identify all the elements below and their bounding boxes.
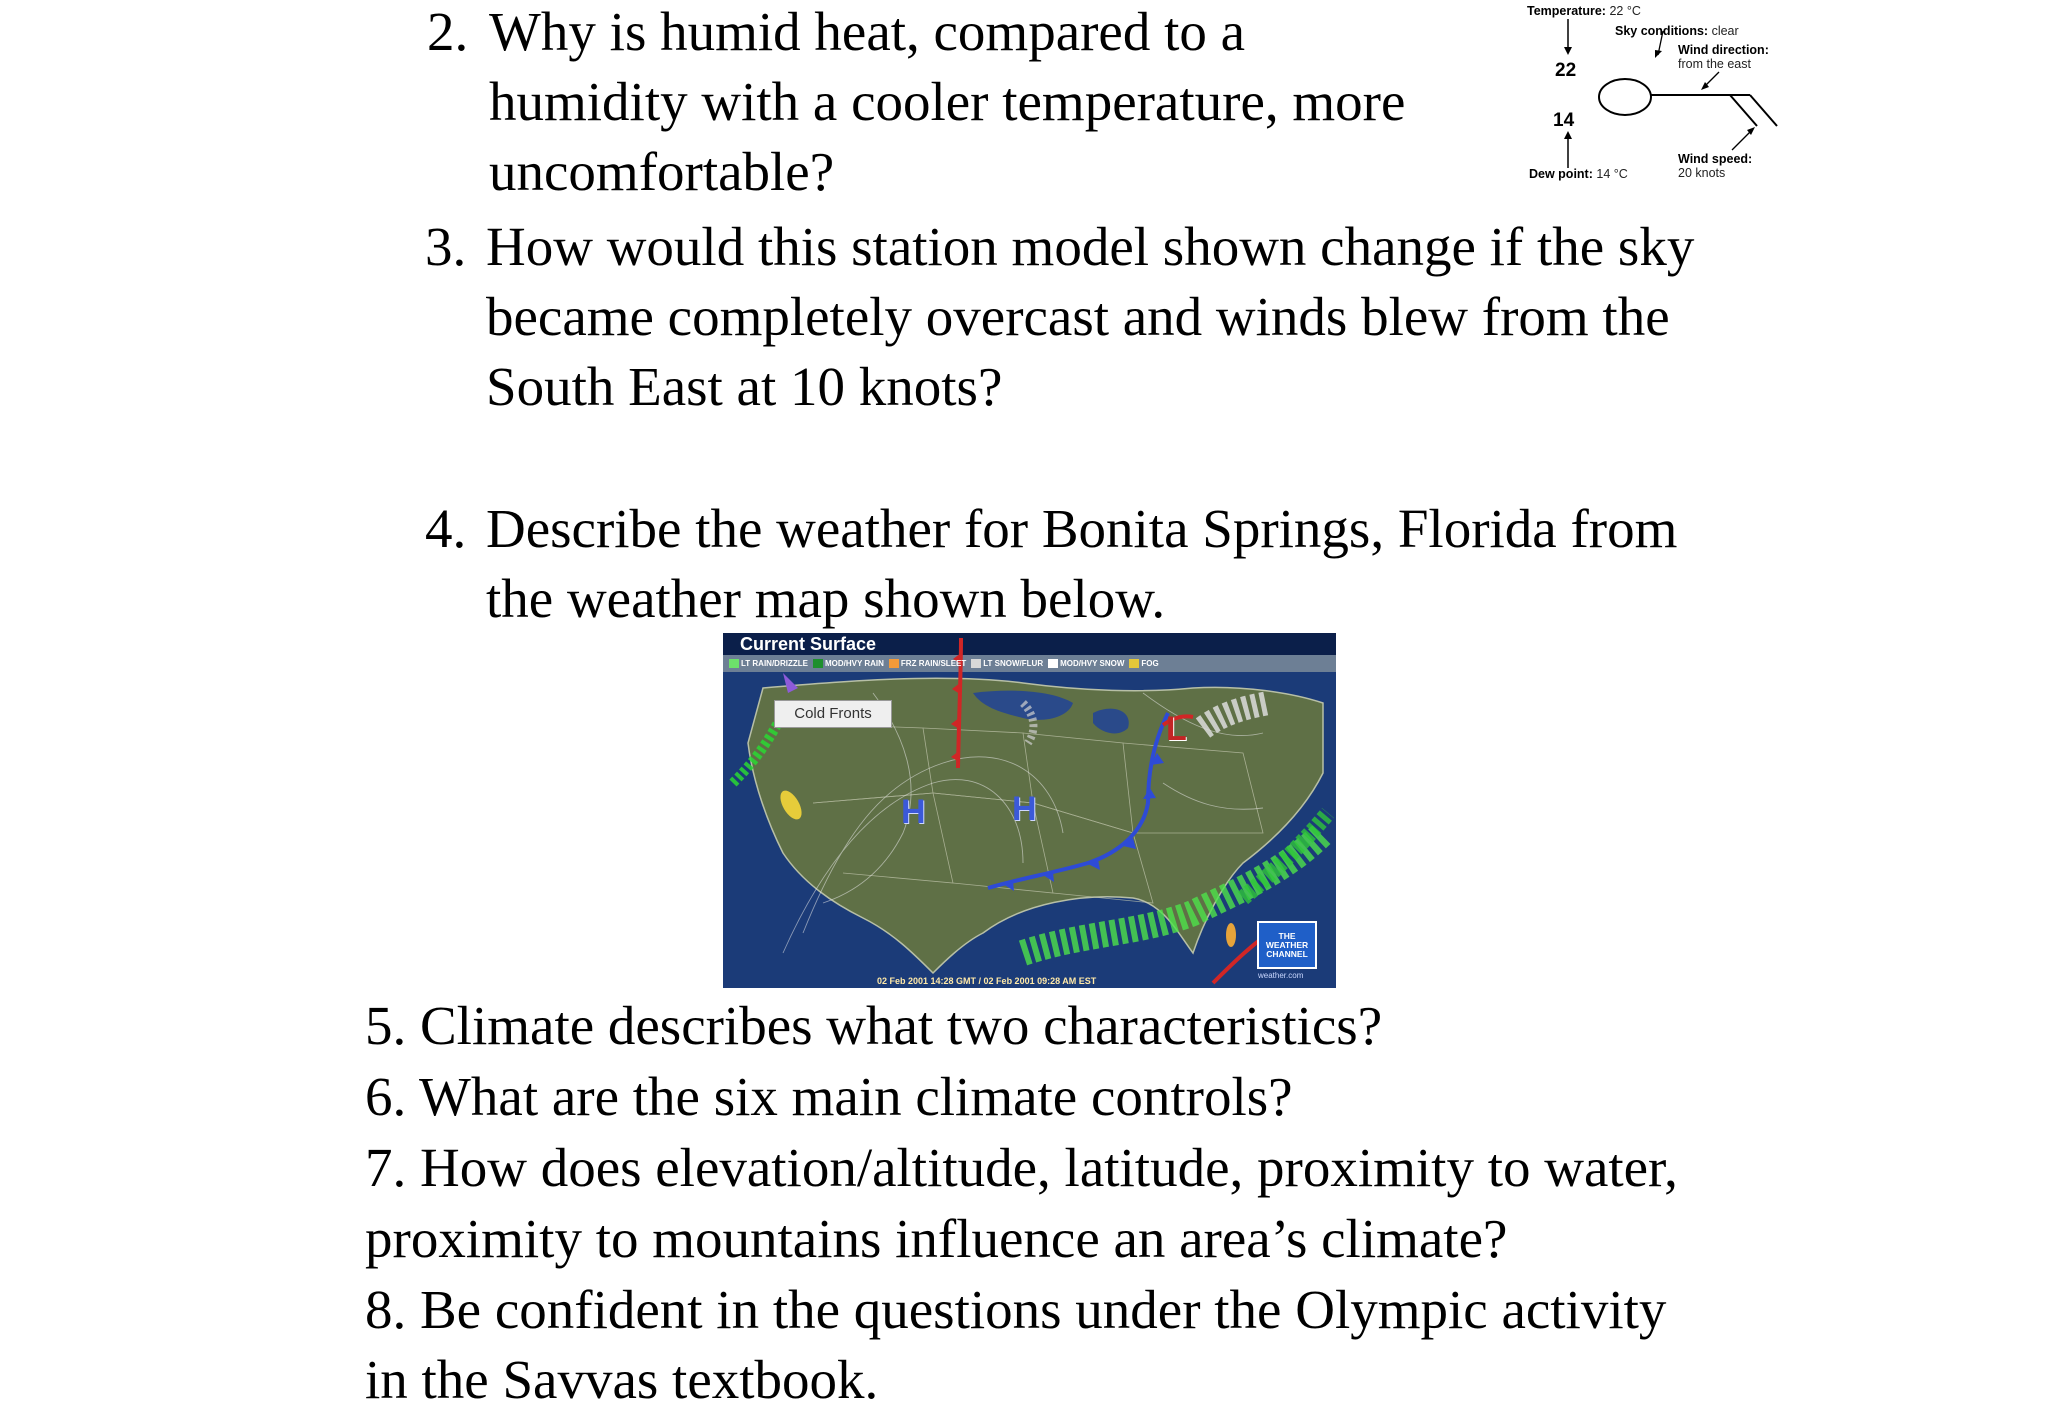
question-6: 6. What are the six main climate controls? bbox=[365, 1066, 1293, 1127]
sky-conditions-caption: Sky conditions: clear bbox=[1615, 24, 1739, 38]
question-2 bbox=[427, 0, 1405, 207]
legend-swatch bbox=[889, 659, 899, 668]
question-text-line: the weather map shown below. bbox=[486, 568, 1166, 629]
question-8-line-1: 8. Be confident in the questions under the Olympic activity bbox=[365, 1279, 1667, 1340]
question-number: 2. bbox=[427, 1, 469, 62]
wind-speed-caption: Wind speed: bbox=[1678, 152, 1753, 166]
question-number: 4. bbox=[425, 498, 467, 559]
question-text-line: uncomfortable? bbox=[489, 141, 835, 202]
map-legend bbox=[729, 657, 1159, 670]
question-text-line: humidity with a cooler temperature, more bbox=[489, 71, 1406, 132]
question-number: 3. bbox=[425, 216, 467, 277]
low-pressure-marker: L bbox=[1166, 710, 1187, 748]
legend-item: MOD/HVY RAIN bbox=[813, 659, 884, 668]
dew-point-caption: Dew point: 14 °C bbox=[1529, 167, 1628, 181]
question-text-line: Why is humid heat, compared to a bbox=[489, 1, 1246, 62]
legend-swatch bbox=[813, 659, 823, 668]
question-5: 5. Climate describes what two characteristics? bbox=[365, 995, 1383, 1056]
map-website: weather.com bbox=[1258, 971, 1304, 980]
question-3 bbox=[425, 212, 1694, 422]
legend-swatch bbox=[729, 659, 739, 668]
map-title: Current Surface bbox=[740, 634, 877, 654]
question-text-line: Describe the weather for Bonita Springs, Florida from bbox=[486, 498, 1678, 559]
wind-speed-value: 20 knots bbox=[1678, 166, 1726, 180]
legend-swatch bbox=[971, 659, 981, 668]
question-7-line-2: proximity to mountains influence an area’s climate? bbox=[365, 1208, 1508, 1269]
map-timestamp: 02 Feb 2001 14:28 GMT / 02 Feb 2001 09:28 AM EST bbox=[877, 976, 1097, 986]
legend-item: MOD/HVY SNOW bbox=[1048, 659, 1124, 668]
question-8-line-2: in the Savvas textbook. bbox=[365, 1349, 879, 1410]
legend-item: FOG bbox=[1129, 659, 1158, 668]
question-text-line: became completely overcast and winds blew from the bbox=[486, 286, 1670, 347]
high-pressure-marker: H bbox=[1012, 790, 1037, 828]
legend-swatch bbox=[1129, 659, 1139, 668]
temperature-caption: Temperature: 22 °C bbox=[1527, 4, 1641, 18]
question-7-line-1: 7. How does elevation/altitude, latitude, proximity to water, bbox=[365, 1137, 1678, 1198]
question-text-line: How would this station model shown change if the sky bbox=[486, 216, 1695, 277]
legend-item: FRZ RAIN/SLEET bbox=[889, 659, 966, 668]
question-text-line: South East at 10 knots? bbox=[486, 356, 1003, 417]
station-model-figure bbox=[1515, 0, 1825, 190]
weather-map bbox=[723, 633, 1336, 988]
legend-item: LT SNOW/FLUR bbox=[971, 659, 1043, 668]
question-4 bbox=[425, 494, 1677, 634]
cold-fronts-label: Cold Fronts bbox=[774, 700, 892, 728]
temperature-number: 22 bbox=[1555, 60, 1577, 81]
wind-direction-caption: Wind direction: bbox=[1678, 43, 1769, 57]
weather-channel-logo: THE WEATHER CHANNEL bbox=[1257, 921, 1317, 969]
dew-point-number: 14 bbox=[1553, 110, 1575, 131]
legend-item: LT RAIN/DRIZZLE bbox=[729, 659, 808, 668]
high-pressure-marker: H bbox=[901, 793, 926, 831]
wind-direction-value: from the east bbox=[1678, 57, 1751, 71]
legend-swatch bbox=[1048, 659, 1058, 668]
